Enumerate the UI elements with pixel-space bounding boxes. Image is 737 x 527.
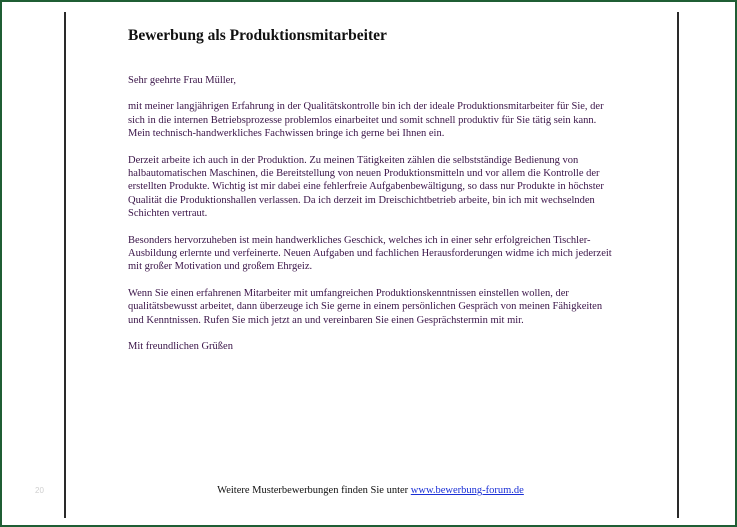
left-margin-line	[64, 12, 66, 518]
right-margin-line	[677, 12, 679, 518]
letter-title: Bewerbung als Produktionsmitarbeiter	[128, 27, 387, 44]
letter-body	[128, 26, 614, 367]
footer-link[interactable]: www.bewerbung-forum.de	[410, 485, 524, 496]
paragraph-skills: Besonders hervorzuheben ist mein handwerkliches Geschick, welches ich in einer sehr erfolgreichen Tischler-Ausbildung erlernte und verfeinerte. Neuen Aufgaben und fachlichen Herausforderungen widme ich mich jederzeit mit großer Motivation und großem Ehrgeiz.	[128, 234, 612, 273]
footer	[2, 485, 737, 496]
closing: Mit freundlichen Grüßen	[128, 341, 233, 353]
footer-text: Weitere Musterbewerbungen finden Sie unter	[217, 485, 409, 496]
page-number: 20	[35, 486, 44, 495]
paragraph-intro: mit meiner langjährigen Erfahrung in der Qualitätskontrolle bin ich der ideale Produktionsmitarbeiter für Sie, der sich in die internen Betriebsprozesse problemlos einarbeitet und somit schnell produktiv für Sie tätig sein kann. Mein technisch-handwerkliches Fachwissen bringe ich gerne bei Ihnen ein.	[128, 101, 604, 140]
paragraph-call-to-action: Wenn Sie einen erfahrenen Mitarbeiter mit umfangreichen Produktionskenntnissen einstellen wollen, der qualitätsbewusst arbeitet, dann überzeuge ich Sie gerne in einem persönlichen Gespräch von meinen Fähigkeiten und Kenntnissen. Rufen Sie mich jetzt an und vereinbaren Sie einen Gesprächstermin mit mir.	[128, 287, 603, 326]
salutation: Sehr geehrte Frau Müller,	[128, 75, 237, 86]
paragraph-current-job: Derzeit arbeite ich auch in der Produktion. Zu meinen Tätigkeiten zählen die selbstständige Bedienung von halbautomatischen Maschinen, die Bereitstellung von neuen Produktionsmitteln und vor allem die Kontrolle der erstellten Produkte. Wichtig ist mir dabei eine fehlerfreie Aufgabenbewältigung, so dass nur Produkte in höchster Qualität die Produktionshallen verlassen. Da ich derzeit im Dreischichtbetrieb arbeite, bin ich mit wechselnden Schichten vertraut.	[128, 154, 604, 220]
